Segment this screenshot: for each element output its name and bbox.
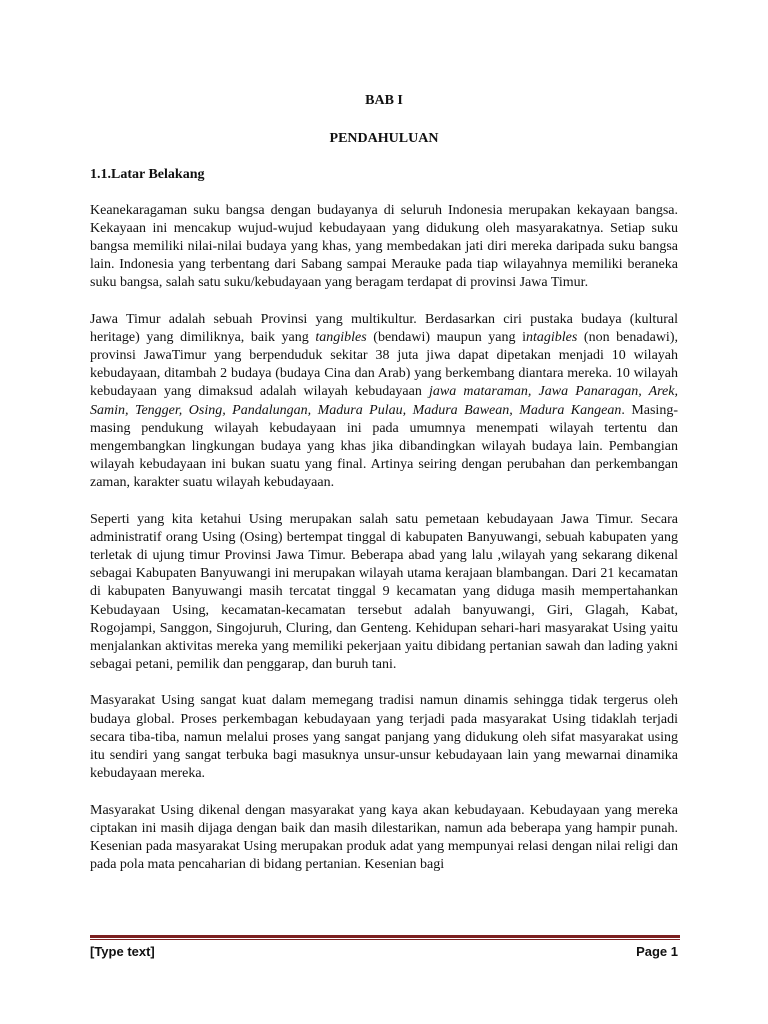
paragraph-2-text: (non benadawi), provinsi JawaTimur yang berpenduduk sekitar 38 juta jiwa dapat dipetakan menjadi 10 wilayah kebudayaan, ditambah 2 budaya (budaya Cina dan Arab) yang berkembang diantara mereka. 10 wilayah kebudayaan yang dimaksud adalah wilayah kebudayaan [90,329,678,400]
paragraph-3 [90,511,678,675]
paragraph-4 [90,692,678,783]
paragraph-2 [90,311,678,493]
footer-rule [90,935,680,940]
paragraph-4-text: Masyarakat Using sangat kuat dalam memegang tradisi namun dinamis sehingga tidak tergerus oleh budaya global. Proses perkembagan kebudayaan yang terjadi pada masyarakat Using tidaklah terjadi secara tiba-tiba, namun melalui proses yang sangat panjang yang didukung oleh sifat masyarakat using itu sendiri yang sangat terbuka bagi masuknya unsur-unsur kebudayaan lain yang mewarnai dinamika kebudayaan mereka. [90,693,678,782]
paragraph-2-italic-tangibles: tangibles [315,329,367,345]
footer-left-text: [Type text] [90,944,155,959]
chapter-title: PENDAHULUAN [329,131,439,147]
paragraph-2-text: . Masing-masing pendukung wilayah kebudayaan ini pada umumnya menempati wilayah tertentu dan mengembangkan lingkungan budaya yang khas jika dibandingkan wilayah budaya lain. Pembangian wilayah kebudayaan ini bukan suatu yang final. Artinya seiring dengan perubahan dan perkembangan zaman, karakter suatu wilayah kebudayaan. [90,402,678,491]
chapter-label: BAB I [365,93,403,108]
paragraph-2-text: Jawa Timur adalah sebuah Provinsi yang multikultur. Berdasarkan ciri pustaka budaya (kultural heritage) yang dimiliknya, baik yang [90,311,678,345]
paragraph-2-italic-intagibles: ntagibles [526,329,578,345]
paragraph-2-italic-regions: jawa mataraman, Jawa Panaragan, Arek, Samin, Tengger, Osing, Pandalungan, Madura Pulau, Madura Bawean, Madura Kangean [90,384,678,418]
page-number: Page 1 [636,944,678,959]
paragraph-1-text: Keanekaragaman suku bangsa dengan budayanya di seluruh Indonesia merupakan kekayaan bangsa. Kekayaan ini mencakup wujud-wujud kebudayaan yang didukung oleh masyarakatnya. Setiap suku bangsa memiliki nilai-nilai budaya yang khas, yang membedakan jati diri mereka daripada suku bangsa lain. Indonesia yang terbentang dari Sabang sampai Merauke pada tiap wilayahnya memiliki beraneka suku bangsa, salah satu suku/kebudayaan yang beragam terdapat di provinsi Jawa Timur. [90,202,678,291]
page-body [90,92,678,874]
paragraph-2-text: (bendawi) maupun yang i [366,329,526,345]
paragraph-1 [90,202,678,293]
section-heading: 1.1.Latar Belakang [90,167,205,183]
paragraph-5 [90,802,678,875]
paragraph-3-text: Seperti yang kita ketahui Using merupakan salah satu pemetaan kebudayaan Jawa Timur. Secara administratif orang Using (Osing) bertempat tinggal di kabupaten Banyuwangi, sebuah kabupaten yang terletak di ujung timur Provinsi Jawa Timur. Beberapa abad yang lalu ,wilayah yang sekarang dikenal sebagai Kabupaten Banyuwangi ini merupakan wilayah utama kerajaan blambangan. Dari 21 kecamatan di kabupaten Banyuwangi masih tercatat tinggal 9 kecamatan yang diduga masih mempertahankan Kebudayaan Using, kecamatan-kecamatan tersebut adalah banyuwangi, Giri, Glagah, Kabat, Rogojampi, Sanggon, Singojuruh, Cluring, dan Genteng. Kehidupan sehari-hari masyarakat Using yaitu menjalankan aktivitas mereka yang memiliki pekerjaan yaitu dibidang pertanian sawah dan lading yakni sebagai petani, pemilik dan penggarap, dan buruh tani. [90,511,678,673]
paragraph-5-text: Masyarakat Using dikenal dengan masyarakat yang kaya akan kebudayaan. Kebudayaan yang mereka ciptakan ini masih dijaga dengan baik dan masih dilestarikan, namun ada beberapa yang hampir punah. Kesenian pada masyarakat Using merupakan produk adat yang mempunyai relasi dengan nilai religi dan pada pola mata pencaharian di bidang pertanian. Kesenian bagi [90,802,678,873]
